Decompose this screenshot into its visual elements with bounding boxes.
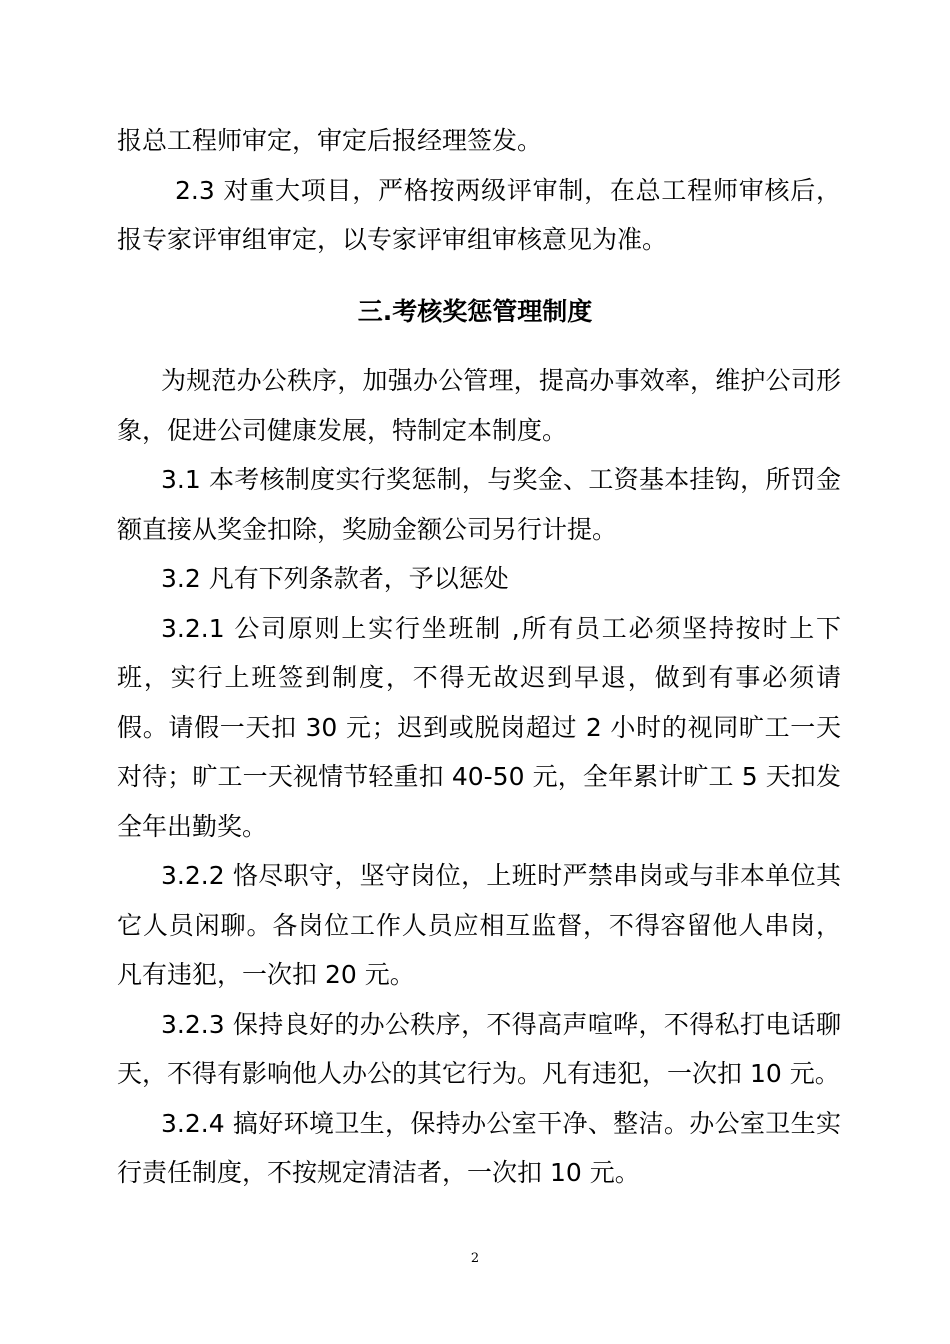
section-body xyxy=(117,356,841,1198)
section-heading: 三.考核奖惩管理制度 xyxy=(357,297,593,326)
continued-paragraph: 报总工程师审定，审定后报经理签发。 xyxy=(117,126,543,155)
continued-text-block xyxy=(117,116,841,265)
page-number: 2 xyxy=(470,1251,480,1266)
clause-2-3-paragraph: 2.3 对重大项目，严格按两级评审制，在总工程师审核后，报专家评审组审定，以专家评审组审核意见为准。 xyxy=(117,175,841,254)
clause-3-2-2-paragraph: 3.2.2 恪尽职守，坚守岗位，上班时严禁串岗或与非本单位其它人员闲聊。各岗位工作人员应相互监督，不得容留他人串岗，凡有违犯，一次扣 20 元。 xyxy=(117,861,841,989)
intro-paragraph: 为规范办公秩序，加强办公管理，提高办事效率，维护公司形象，促进公司健康发展，特制定本制度。 xyxy=(117,366,841,445)
clause-3-1-paragraph: 3.1 本考核制度实行奖惩制，与奖金、工资基本挂钩，所罚金额直接从奖金扣除，奖励金额公司另行计提。 xyxy=(117,465,841,544)
clause-3-2-1-paragraph: 3.2.1 公司原则上实行坐班制 ,所有员工必须坚持按时上下班，实行上班签到制度，不得无故迟到早退，做到有事必须请假。请假一天扣 30 元；迟到或脱岗超过 2 小时的视同旷工一天对待；旷工一天视情节轻重扣 40-50 元，全年累计旷工 5 天扣发全年出勤奖。 xyxy=(117,613,841,841)
clause-3-2-3-paragraph: 3.2.3 保持良好的办公秩序，不得高声喧哗，不得私打电话聊天，不得有影响他人办公的其它行为。凡有违犯，一次扣 10 元。 xyxy=(117,1009,841,1088)
clause-3-2-4-paragraph: 3.2.4 搞好环境卫生，保持办公室干净、整洁。办公室卫生实行责任制度，不按规定清洁者，一次扣 10 元。 xyxy=(117,1108,841,1187)
clause-3-2-paragraph: 3.2 凡有下列条款者，予以惩处 xyxy=(161,564,509,593)
